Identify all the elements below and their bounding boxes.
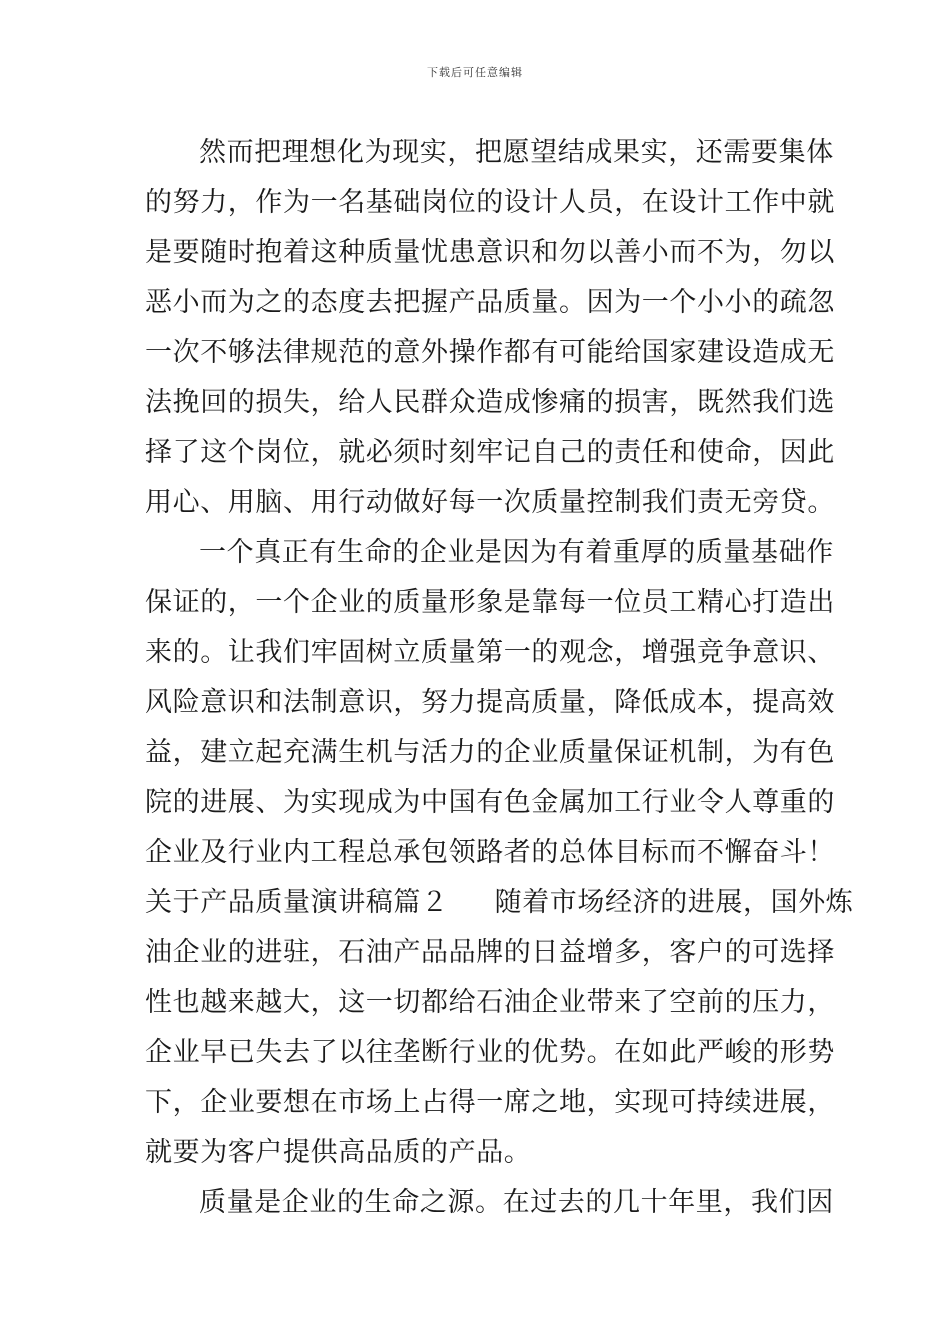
text-line: 是要随时抱着这种质量忧患意识和勿以善小而不为，勿以	[145, 237, 835, 268]
text-line: 质量是企业的生命之源。在过去的几十年里，我们因	[199, 1187, 834, 1218]
section-heading: 关于产品质量演讲稿篇２	[145, 887, 449, 918]
body-text	[145, 128, 854, 1228]
paragraph	[145, 1178, 834, 1228]
text-run: 随着市场经济的进展，国外炼	[494, 887, 854, 918]
text-line: 一次不够法律规范的意外操作都有可能给国家建设造成无	[145, 337, 835, 368]
text-line: 企业及行业内工程总承包领路者的总体目标而不懈奋斗！	[145, 837, 835, 868]
text-line: 用心、用脑、用行动做好每一次质量控制我们责无旁贷。	[145, 487, 835, 518]
text-line: 就要为客户提供高品质的产品。	[145, 1137, 532, 1168]
text-line: 一个真正有生命的企业是因为有着重厚的质量基础作	[199, 537, 834, 568]
text-line: 益，建立起充满生机与活力的企业质量保证机制，为有色	[145, 737, 835, 768]
text-line: 保证的，一个企业的质量形象是靠每一位员工精心打造出	[145, 587, 835, 618]
paragraph	[145, 878, 854, 1178]
header-note: 下载后可任意编辑	[427, 66, 523, 79]
text-line: 恶小而为之的态度去把握产品质量。因为一个小小的疏忽	[145, 287, 835, 318]
text-line: 油企业的进驻，石油产品品牌的日益增多，客户的可选择	[145, 937, 835, 968]
text-line: 然而把理想化为现实，把愿望结成果实，还需要集体	[199, 137, 834, 168]
text-line: 企业早已失去了以往垄断行业的优势。在如此严峻的形势	[145, 1037, 835, 1068]
text-line: 的努力，作为一名基础岗位的设计人员，在设计工作中就	[145, 187, 835, 218]
paragraph	[145, 128, 835, 528]
heading-line	[145, 878, 854, 928]
text-line: 择了这个岗位，就必须时刻牢记自己的责任和使命，因此	[145, 437, 835, 468]
text-line: 来的。让我们牢固树立质量第一的观念，增强竞争意识、	[145, 637, 835, 668]
text-line: 风险意识和法制意识，努力提高质量，降低成本，提高效	[145, 687, 835, 718]
text-line: 法挽回的损失，给人民群众造成惨痛的损害，既然我们选	[145, 387, 835, 418]
paragraph	[145, 528, 835, 878]
text-line: 院的进展、为实现成为中国有色金属加工行业令人尊重的	[145, 787, 835, 818]
text-line: 性也越来越大，这一切都给石油企业带来了空前的压力，	[145, 987, 835, 1018]
text-line: 下，企业要想在市场上占得一席之地，实现可持续进展，	[145, 1087, 835, 1118]
